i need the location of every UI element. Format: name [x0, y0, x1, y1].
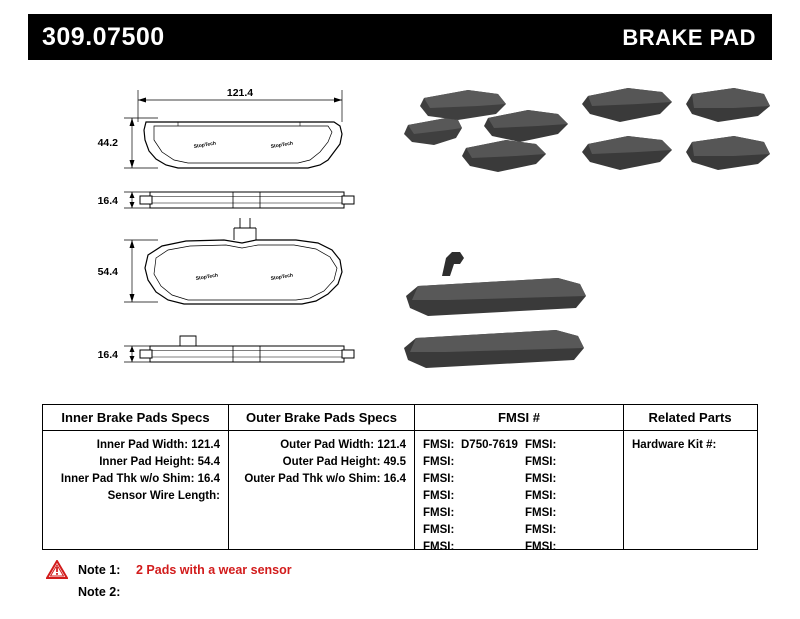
inner-spec-row: Inner Pad Width: 121.4 — [96, 439, 220, 451]
note-row-2 — [78, 581, 678, 603]
column-header-outer: Outer Brake Pads Specs — [229, 405, 415, 430]
pad-photos — [404, 88, 770, 368]
fmsi-label-2: FMSI: — [525, 507, 557, 519]
fmsi-label-2: FMSI: — [525, 456, 557, 468]
dim-label-inner-height: 44.2 — [97, 137, 118, 149]
specs-table-header-row — [43, 405, 757, 431]
dim-label-inner-thickness: 16.4 — [97, 195, 118, 207]
fmsi-label-2: FMSI: — [525, 541, 557, 553]
technical-drawing — [28, 60, 772, 400]
related-parts-cell — [624, 431, 756, 549]
inner-specs-cell — [43, 431, 229, 549]
fmsi-label: FMSI: — [423, 456, 455, 468]
dim-label-outer-thickness: 16.4 — [97, 349, 118, 361]
fmsi-value — [461, 539, 525, 556]
pad-brand-text: StopTech — [270, 140, 294, 150]
dim-label-top-width: 121.4 — [226, 87, 254, 99]
column-header-fmsi: FMSI # — [415, 405, 624, 430]
outer-pad-side-view — [140, 336, 354, 362]
specs-table — [42, 404, 758, 553]
fmsi-label: FMSI: — [423, 490, 455, 502]
fmsi-cell — [415, 431, 624, 553]
fmsi-row — [423, 522, 623, 539]
outer-specs-cell — [229, 431, 415, 549]
related-part-row: Hardware Kit #: — [632, 439, 717, 451]
fmsi-value — [461, 454, 525, 471]
fmsi-label: FMSI: — [423, 439, 455, 451]
fmsi-label-2: FMSI: — [525, 490, 557, 502]
fmsi-row — [423, 454, 623, 471]
fmsi-row — [423, 505, 623, 522]
note-2-label: Note 2: — [78, 585, 121, 599]
drawing-area — [28, 60, 772, 400]
fmsi-row — [423, 471, 623, 488]
note-1-value: 2 Pads with a wear sensor — [136, 563, 292, 577]
fmsi-row — [423, 437, 623, 454]
notes-section — [78, 559, 678, 603]
note-1-label: Note 1: — [78, 563, 121, 577]
fmsi-label: FMSI: — [423, 524, 455, 536]
specs-table-body — [43, 431, 757, 553]
inner-spec-row: Inner Pad Height: 54.4 — [99, 456, 220, 468]
header-bar — [28, 14, 772, 60]
inner-spec-row: Sensor Wire Length: — [107, 490, 220, 502]
outer-pad-outline — [145, 240, 342, 304]
column-header-related: Related Parts — [648, 410, 732, 425]
note-row-1 — [78, 559, 678, 581]
fmsi-value — [461, 471, 525, 488]
fmsi-value — [461, 522, 525, 539]
outer-spec-row: Outer Pad Thk w/o Shim: 16.4 — [244, 473, 406, 485]
fmsi-label: FMSI: — [423, 507, 455, 519]
part-number: 309.07500 — [42, 23, 165, 51]
inner-pad-outline — [144, 122, 342, 168]
warning-icon — [46, 560, 68, 579]
fmsi-value: D750-7619 — [461, 439, 518, 451]
outer-spec-row: Outer Pad Width: 121.4 — [280, 439, 406, 451]
inner-pad-side-view — [140, 192, 354, 208]
fmsi-value — [461, 488, 525, 505]
fmsi-label-2: FMSI: — [525, 439, 557, 451]
spec-sheet — [28, 14, 772, 606]
pad-brand-text: StopTech — [195, 272, 219, 282]
inner-spec-row: Inner Pad Thk w/o Shim: 16.4 — [60, 473, 220, 485]
pad-brand-text: StopTech — [193, 140, 217, 150]
outer-spec-row: Outer Pad Height: 49.5 — [282, 456, 406, 468]
fmsi-row — [423, 539, 623, 556]
fmsi-label-2: FMSI: — [525, 524, 557, 536]
fmsi-row — [423, 488, 623, 505]
pad-brand-text: StopTech — [270, 272, 294, 282]
column-header-inner: Inner Brake Pads Specs — [43, 405, 229, 430]
fmsi-value — [461, 505, 525, 522]
dim-label-outer-height: 54.4 — [97, 266, 118, 278]
fmsi-label: FMSI: — [423, 541, 455, 553]
page-title: BRAKE PAD — [622, 25, 756, 50]
fmsi-label-2: FMSI: — [525, 473, 557, 485]
fmsi-label: FMSI: — [423, 473, 455, 485]
